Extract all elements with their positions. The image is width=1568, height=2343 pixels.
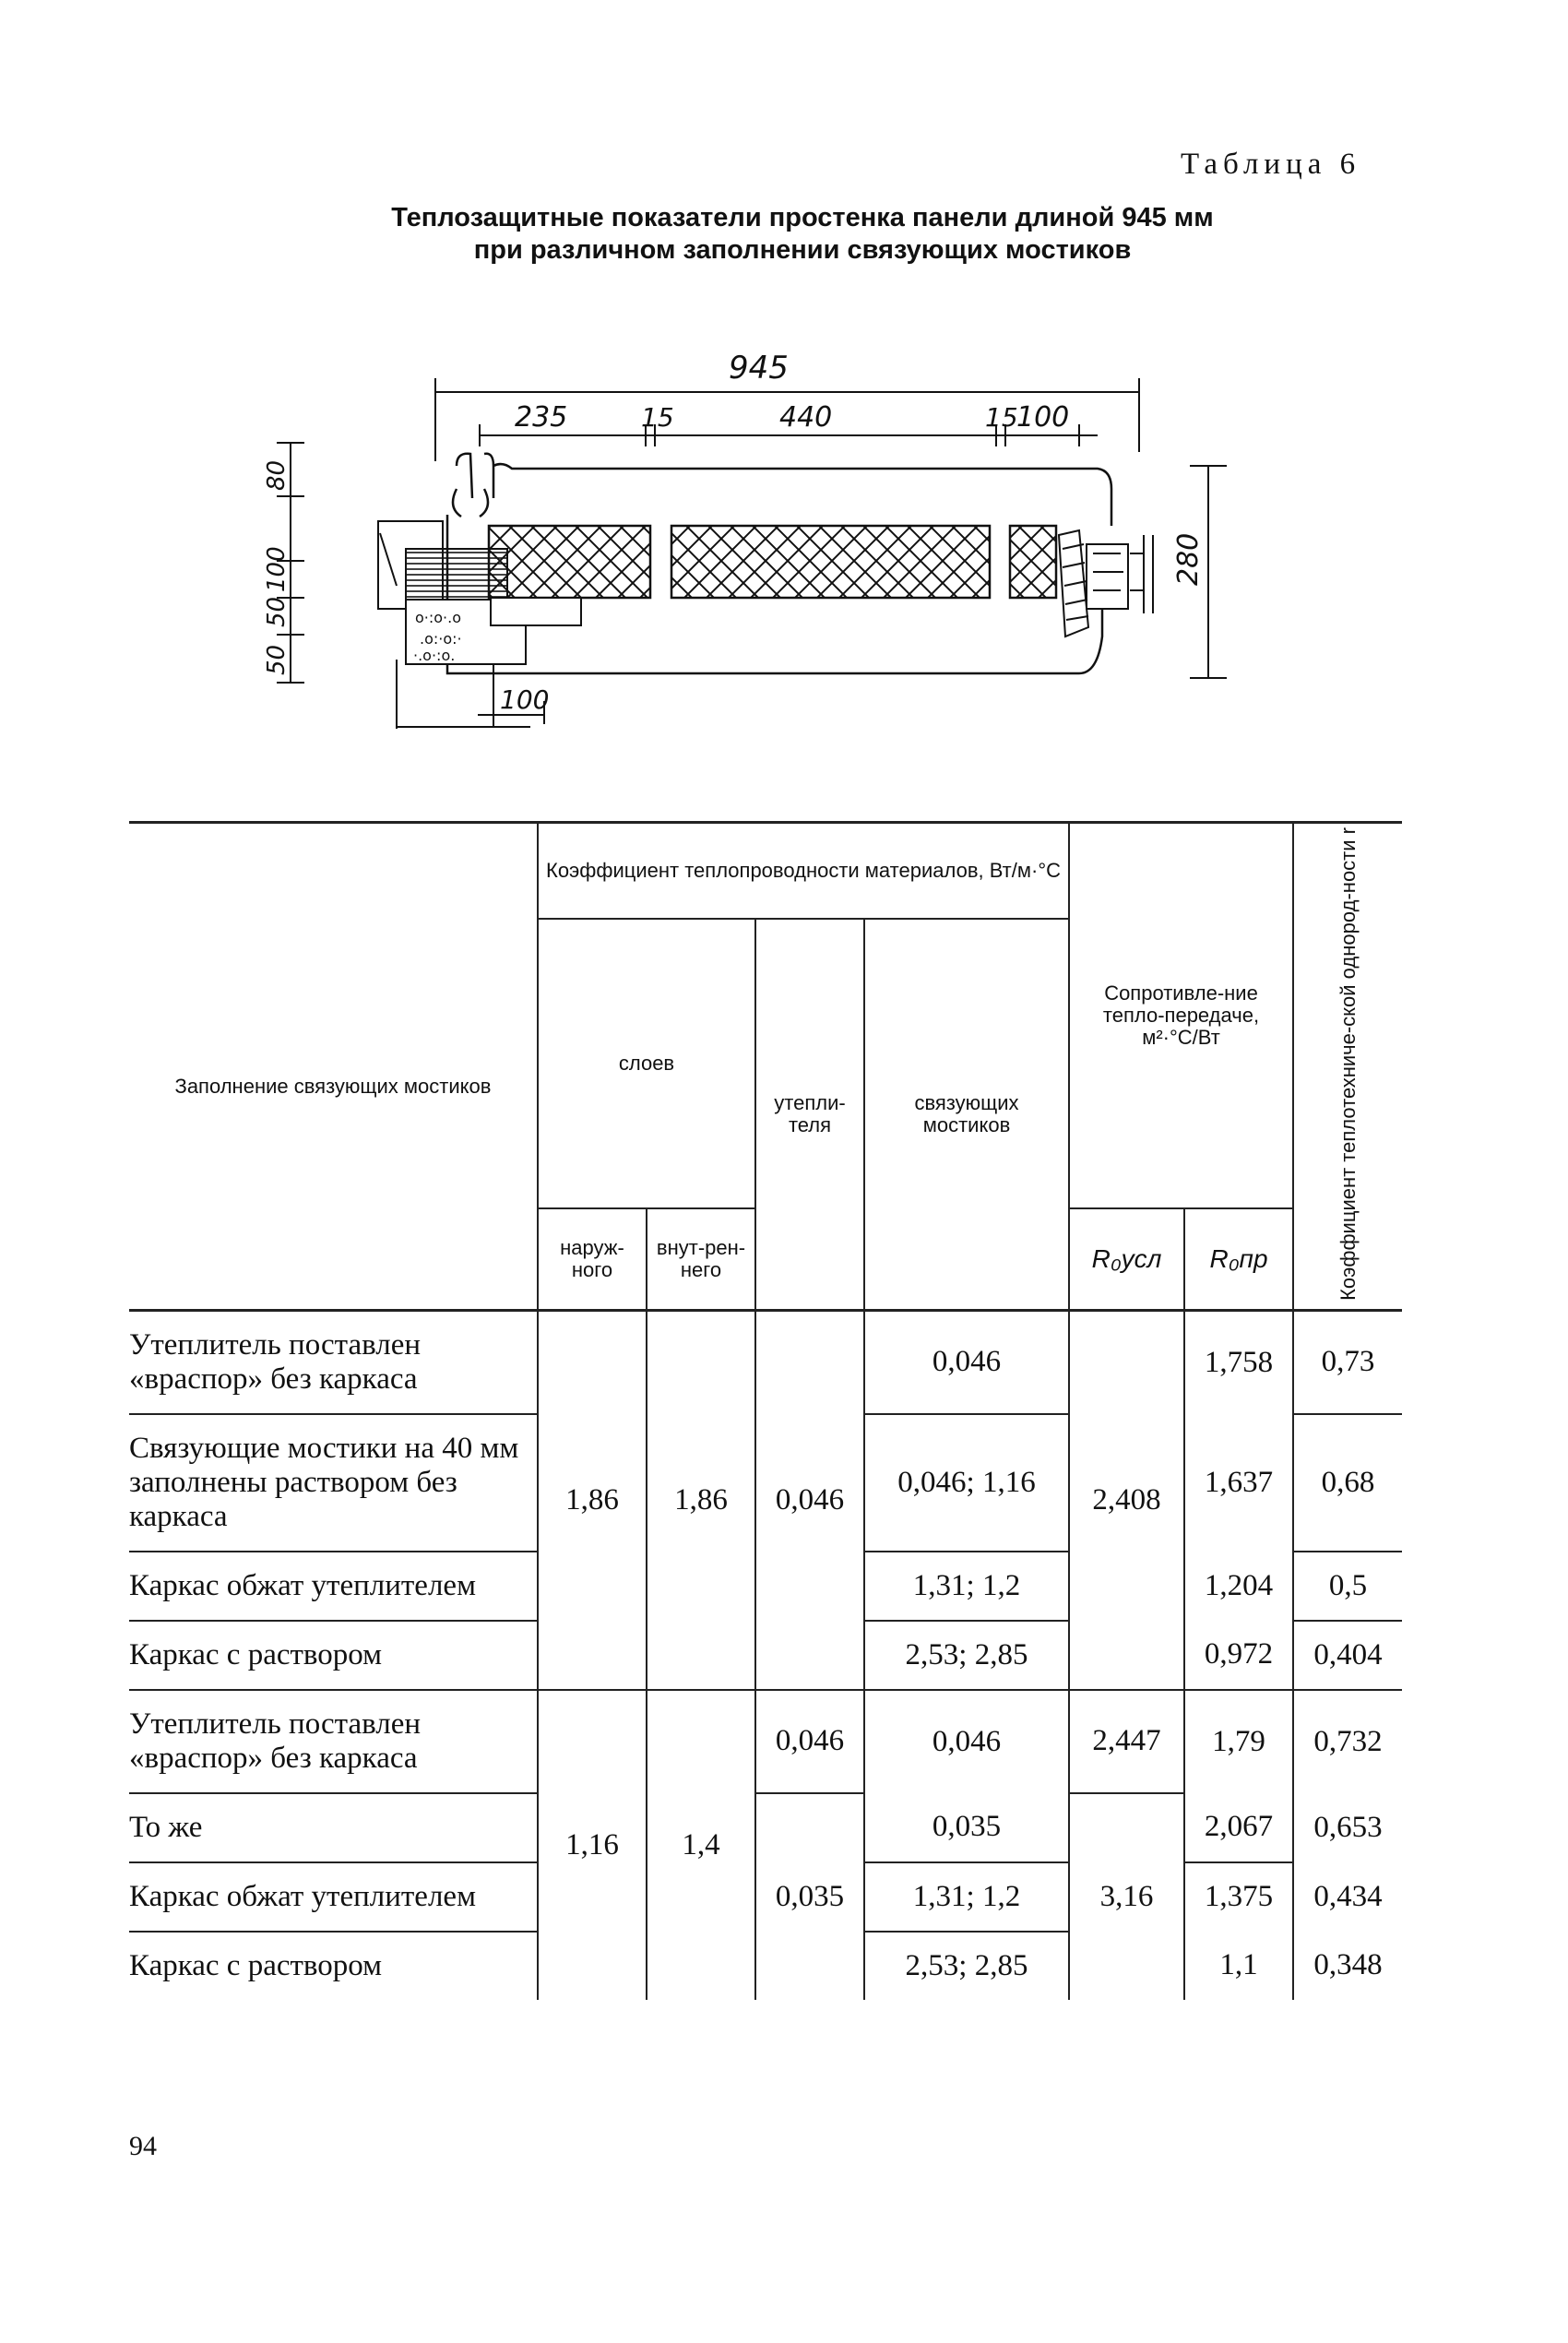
table-title-line-1: Теплозащитные показатели простенка панели длиной 945 мм — [391, 203, 1214, 232]
cell-r: 0,434 — [1293, 1862, 1402, 1932]
table-label: Таблица 6 — [1181, 148, 1361, 181]
table-title-line-2: при различном заполнении связующих мостиков — [473, 235, 1132, 265]
header-insulation: утепли-теля — [755, 919, 864, 1310]
svg-text:о·:о·.о: о·:о·.о — [415, 609, 462, 626]
cell-r-pr: 1,204 — [1184, 1552, 1293, 1621]
table-row — [129, 1310, 1402, 1414]
header-inner: внут-рен-него — [647, 1208, 755, 1311]
cell-outer: 1,86 — [538, 1310, 647, 1690]
cell-bridges: 1,31; 1,2 — [864, 1862, 1069, 1932]
header-resistance: Сопротивле-ние тепло-передаче, м²·°С/Вт — [1069, 823, 1293, 1208]
cell-inner: 1,4 — [647, 1690, 755, 2000]
insulation-block-1 — [489, 526, 650, 598]
cell-r: 0,5 — [1293, 1552, 1402, 1621]
cell-insulation: 0,046 — [755, 1690, 864, 1793]
header-conductivity: Коэффициент теплопроводности материалов, Вт/м·°С — [538, 823, 1069, 920]
svg-text:·.о·:о.: ·.о·:о. — [413, 647, 456, 664]
panel-cross-section-drawing — [263, 350, 1291, 738]
cell-r-pr: 1,1 — [1184, 1932, 1293, 2000]
cell-bridges: 2,53; 2,85 — [864, 1932, 1069, 2000]
cell-r-usl: 2,447 — [1069, 1690, 1184, 1793]
dimension-100-bottom: 100 — [500, 684, 550, 715]
cell-bridges: 0,035 — [864, 1793, 1069, 1862]
right-end-detail — [1059, 530, 1153, 636]
insulation-block-3 — [1010, 526, 1056, 598]
dimension-280: 280 — [1172, 532, 1205, 586]
cell-outer: 1,16 — [538, 1690, 647, 2000]
table-row — [129, 1793, 1402, 1862]
page-number: 94 — [129, 2131, 157, 2161]
header-outer: наруж-ного — [538, 1208, 647, 1311]
row-label: Каркас обжат утеплителем — [129, 1552, 538, 1621]
cell-r-pr: 1,375 — [1184, 1862, 1293, 1932]
cell-r: 0,653 — [1293, 1793, 1402, 1862]
dimension-15-right: 15 — [985, 402, 1018, 433]
dimension-left-100: 100 — [263, 546, 291, 592]
header-layers: слоев — [538, 919, 755, 1208]
cell-bridges: 2,53; 2,85 — [864, 1621, 1069, 1690]
cell-r-pr: 2,067 — [1184, 1793, 1293, 1862]
dimension-945: 945 — [729, 350, 789, 387]
row-label: Утеплитель поставлен «враспор» без каркаса — [129, 1310, 538, 1414]
svg-text:.о:·о:·: .о:·о:· — [420, 630, 462, 648]
dimension-440: 440 — [779, 401, 833, 434]
cell-inner: 1,86 — [647, 1310, 755, 1690]
table-row — [129, 1690, 1402, 1793]
cell-bridges: 1,31; 1,2 — [864, 1552, 1069, 1621]
header-uniformity-cell — [1293, 823, 1402, 1311]
row-label: Каркас обжат утеплителем — [129, 1862, 538, 1932]
row-label: То же — [129, 1793, 538, 1862]
cell-r-usl: 2,408 — [1069, 1310, 1184, 1690]
cell-r: 0,73 — [1293, 1310, 1402, 1414]
cell-r-pr: 1,758 — [1184, 1310, 1293, 1414]
cell-r: 0,732 — [1293, 1690, 1402, 1793]
header-bridges: связующих мостиков — [864, 919, 1069, 1310]
dimension-left-50-a: 50 — [263, 644, 291, 675]
dimension-15-left: 15 — [641, 402, 674, 433]
thermal-performance-table — [129, 821, 1402, 2000]
cell-bridges: 0,046; 1,16 — [864, 1414, 1069, 1552]
cell-insulation: 0,035 — [755, 1793, 864, 2000]
cell-insulation: 0,046 — [755, 1310, 864, 1690]
dimension-left-50-b: 50 — [263, 596, 291, 627]
row-label: Каркас с раствором — [129, 1637, 383, 1671]
dimension-100: 100 — [1016, 401, 1070, 434]
row-label: Связующие мостики на 40 мм заполнены раствором без каркаса — [129, 1414, 538, 1552]
row-label: Утеплитель поставлен «враспор» без каркаса — [129, 1690, 538, 1793]
header-r-pr: R₀пр — [1184, 1208, 1293, 1311]
dimension-235: 235 — [515, 401, 568, 434]
cell-r-pr: 0,972 — [1184, 1621, 1293, 1690]
cell-r-usl: 3,16 — [1069, 1793, 1184, 2000]
cell-r: 0,68 — [1293, 1414, 1402, 1552]
inner-step — [491, 598, 581, 625]
cell-r-pr: 1,79 — [1184, 1690, 1293, 1793]
dimension-left-80: 80 — [263, 459, 291, 491]
cell-bridges: 0,046 — [864, 1310, 1069, 1414]
header-filling: Заполнение связующих мостиков — [129, 823, 538, 1311]
row-label: Каркас с раствором — [129, 1948, 383, 1982]
header-r-usl: R₀усл — [1069, 1208, 1184, 1311]
cell-bridges: 0,046 — [864, 1690, 1069, 1793]
header-uniformity: Коэффициент теплотехниче-ской однород-ности r — [1336, 827, 1360, 1301]
insulation-block-2 — [671, 526, 990, 598]
cell-r: 0,404 — [1293, 1621, 1402, 1690]
cell-r: 0,348 — [1293, 1932, 1402, 2000]
cell-r-pr: 1,637 — [1184, 1414, 1293, 1552]
